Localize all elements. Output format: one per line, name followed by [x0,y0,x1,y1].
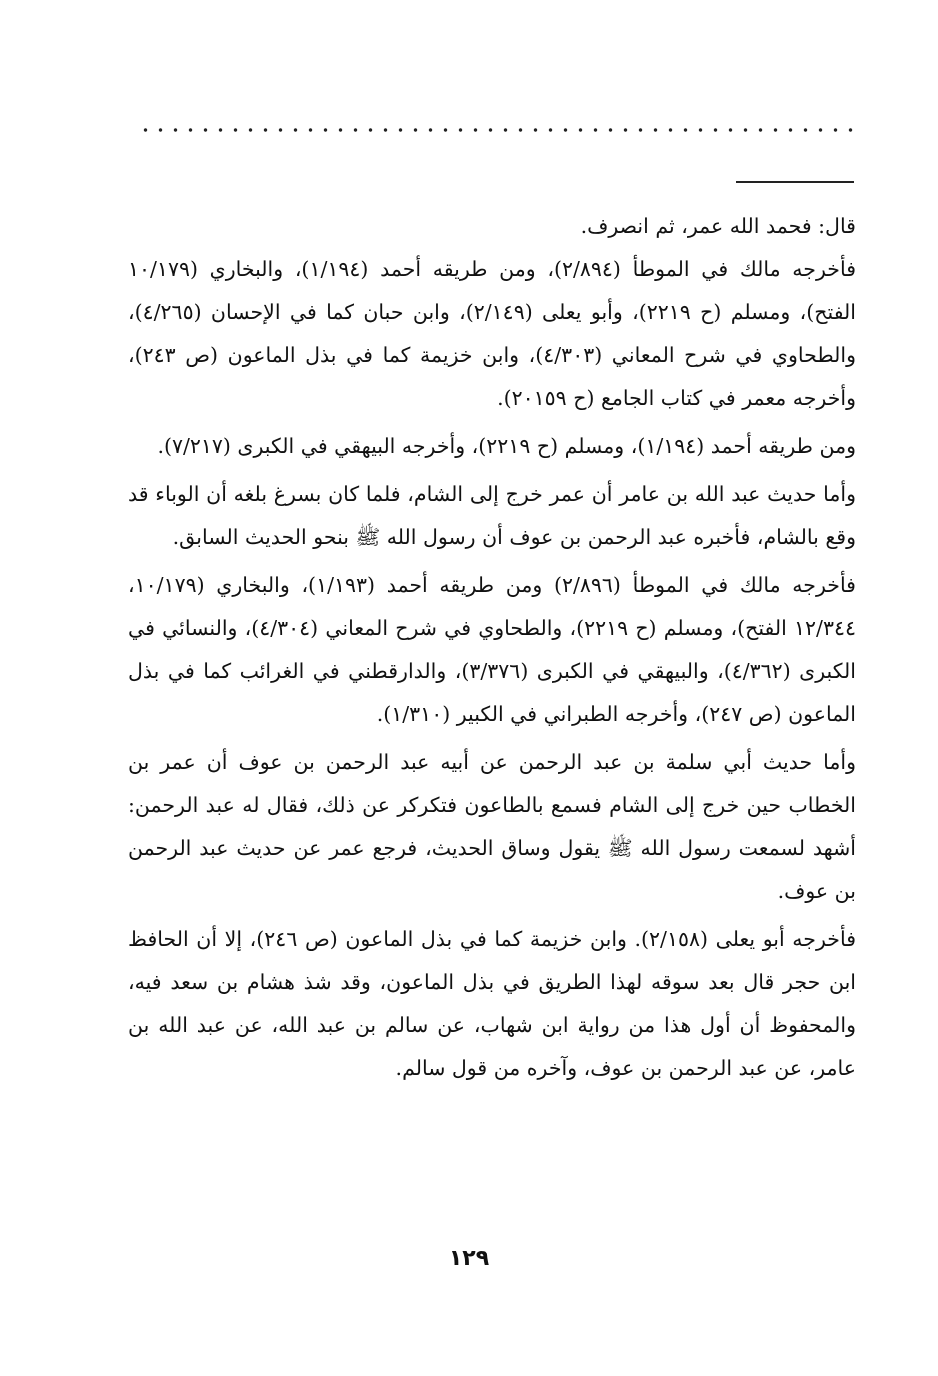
paragraph-6: وأما حديث أبي سلمة بن عبد الرحمن عن أبيه عبد الرحمن بن عوف أن عمر بن الخطاب حين خرج إلى الشام فسمع بالطاعون فتكركر عن ذلك، فقال له عبد الرحمن: أشهد لسمعت رسول الله ﷺ يقول وساق الحديث، فرجع عمر عن حديث عبد الرحمن بن عوف. [128,750,856,903]
paragraph-4: وأما حديث عبد الله بن عامر أن عمر خرج إلى الشام، فلما كان بسرغ بلغه أن الوباء قد وقع بالشام، فأخبره عبد الرحمن بن عوف أن رسول الله ﷺ بنحو الحديث السابق. [128,482,856,549]
page-body [128,205,856,1090]
paragraph-1: قال: فحمد الله عمر، ثم انصرف. [580,214,856,238]
paragraph-7: فأخرجه أبو يعلى (٢/١٥٨). وابن خزيمة كما في بذل الماعون (ص ٢٤٦)، إلا أن الحافظ ابن حجر قال بعد سوقه لهذا الطريق في بذل الماعون، وقد شذ هشام بن سعد فيه، والمحفوظ أن أول هذا من رواية ابن شهاب، عن سالم بن عبد الله، عن عبد الله بن عامر، عن عبد الرحمن بن عوف، وآخره من قول سالم. [128,927,857,1080]
page-number: ١٢٩ [448,1246,490,1271]
paragraph-2: فأخرجه مالك في الموطأ (٢/٨٩٤)، ومن طريقه أحمد (١/١٩٤)، والبخاري (١٠/١٧٩ الفتح)، ومسلم (ح ٢٢١٩)، وأبو يعلى (٢/١٤٩)، وابن حبان كما في الإحسان (٤/٢٦٥)، والطحاوي في شرح المعاني (٤/٣٠٣)، وابن خزيمة كما في بذل الماعون (ص ٢٤٣)، وأخرجه معمر في كتاب الجامع (ح ٢٠١٥٩). [128,257,857,410]
paragraph-3: ومن طريقه أحمد (١/١٩٤)، ومسلم (ح ٢٢١٩)، وأخرجه البيهقي في الكبرى (٧/٢١٧). [157,434,856,458]
paragraph-5: فأخرجه مالك في الموطأ (٢/٨٩٦) ومن طريقه أحمد (١/١٩٣)، والبخاري (١٠/١٧٩، ١٢/٣٤٤ الفتح)، ومسلم (ح ٢٢١٩)، والطحاوي في شرح المعاني (٤/٣٠٤)، والنسائي في الكبرى (٤/٣٦٢)، والبيهقي في الكبرى (٣/٣٧٦)، والدارقطني في الغرائب كما في بذل الماعون (ص ٢٤٧)، وأخرجه الطبراني في الكبير (١/٣١٠). [128,573,856,726]
footnote-rule [736,181,854,183]
dotted-separator [138,127,854,133]
